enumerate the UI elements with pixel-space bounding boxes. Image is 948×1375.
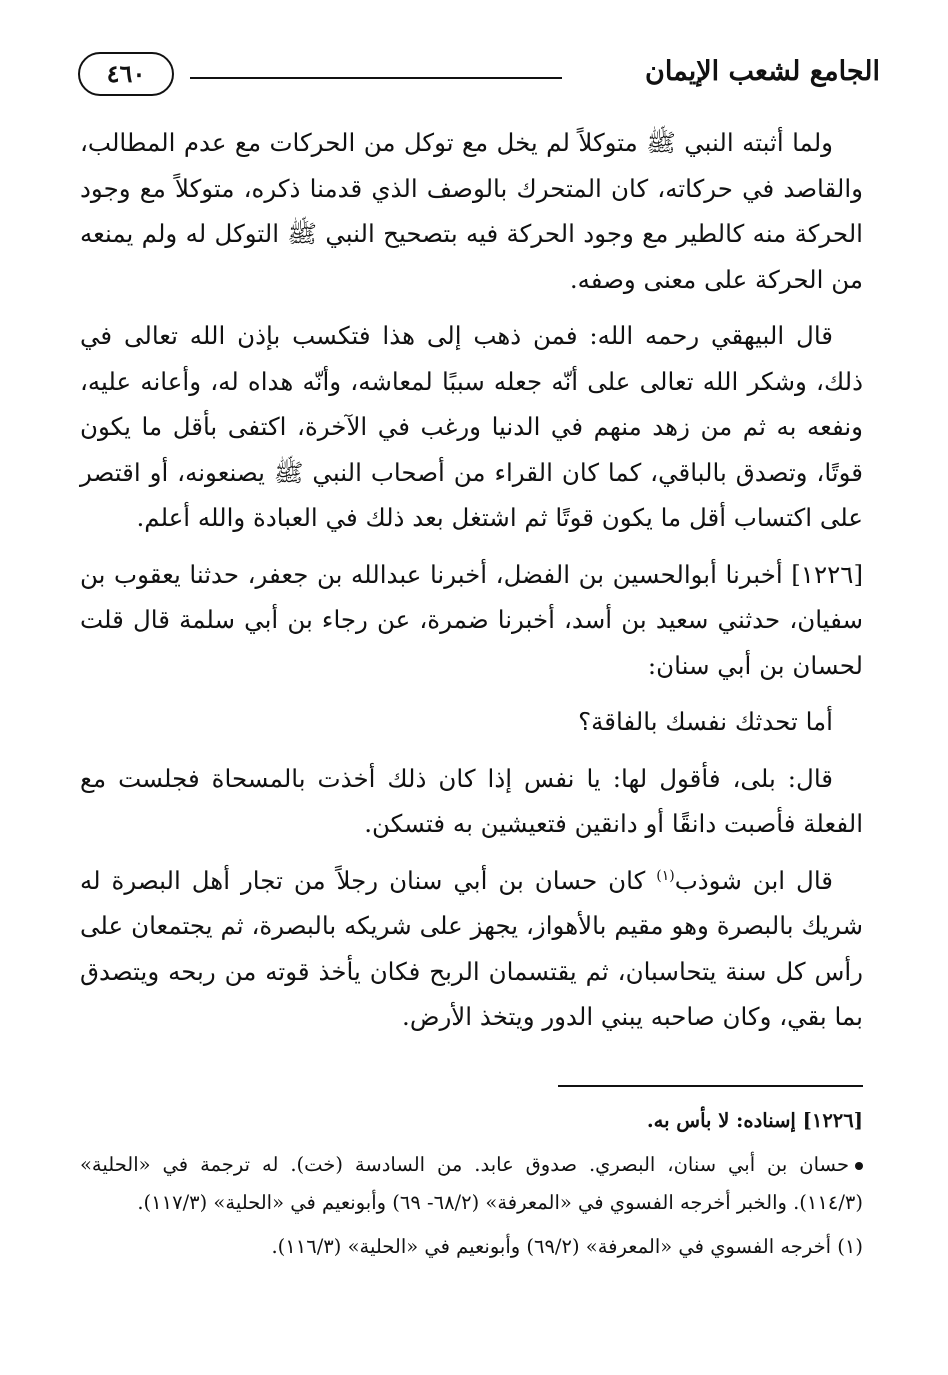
running-title: الجامع لشعب الإيمان bbox=[645, 56, 880, 87]
footnotes bbox=[80, 1102, 863, 1272]
footnote-reference: (١) bbox=[656, 867, 675, 884]
paragraph: قال البيهقي رحمه الله: فمن ذهب إلى هذا فتكسب بإذن الله تعالى في ذلك، وشكر الله تعالى على أنّه جعله سببًا لمعاشه، وأنّه هداه له، وأعانه عليه، ونفعه به ثم من زهد منهم في الدنيا ورغب في الآخرة، اكتفى بأقل ما يكون قوتًا، وتصدق بالباقي، كما كان القراء من أصحاب النبي ﷺ يصنعونه، أو اقتصر على اكتساب أقل ما يكون قوتًا ثم اشتغل بعد ذلك في العبادة والله أعلم. bbox=[80, 321, 863, 532]
main-text bbox=[80, 120, 863, 1051]
paragraph: قال: بلى، فأقول لها: يا نفس إذا كان ذلك أخذت بالمسحاة فجلست مع الفعلة فأصبت دانقًا أو دانقين فتعيشين به فتسكن. bbox=[80, 763, 863, 838]
paragraph: أما تحدثك نفسك بالفاقة؟ bbox=[578, 707, 833, 736]
hadith-paragraph: [١٢٢٦] أخبرنا أبوالحسين بن الفضل، أخبرنا عبدالله بن جعفر، حدثنا يعقوب بن سفيان، حدثني سعيد بن أسد، أخبرنا ضمرة، عن رجاء بن أبي سلمة قال قلت لحسان بن أبي سنان: bbox=[80, 559, 863, 680]
paragraph: ولما أثبته النبي ﷺ متوكلاً لم يخل مع توكل من الحركات مع عدم المطالب، والقاصد في حركاته، كان المتحرك بالوصف الذي قدمنا ذكره، متوكلاً مع وجود الحركة منه كالطير مع وجود الحركة فيه بتصحيح النبي ﷺ التوكل له ولم يمنعه من الحركة على معنى وصفه. bbox=[80, 128, 863, 294]
footnote-separator bbox=[558, 1085, 863, 1087]
bullet-icon bbox=[855, 1162, 863, 1170]
footnote: (١) أخرجه الفسوي في «المعرفة» (٦٩/٢) وأبونعيم في «الحلية» (١١٦/٣). bbox=[271, 1235, 863, 1258]
paragraph-text: كان حسان بن أبي سنان رجلاً من تجار أهل البصرة له شريك بالبصرة وهو مقيم بالأهواز، يجهز على شريكه بالبصرة، ثم يجتمعان على رأس كل سنة يتحاسبان، ثم يقتسمان الربح فكان يأخذ قوته من ربحه ويتصدق بما بقي، وكان صاحبه يبني الدور ويتخذ الأرض. bbox=[80, 865, 863, 1031]
footnote: [١٢٢٦] إسناده: لا بأس به. bbox=[646, 1109, 863, 1132]
footnote-text: حسان بن أبي سنان، البصري. صدوق عابد. من السادسة (خت). له ترجمة في «الحلية» (١١٤/٣). والخبر أخرجه الفسوي في «المعرفة» (٦٨/٢- ٦٩) وأبونعيم في «الحلية» (١١٧/٣). bbox=[80, 1153, 863, 1214]
footnote bbox=[80, 1146, 863, 1222]
paragraph-text: قال ابن شوذب bbox=[674, 865, 833, 895]
header-rule bbox=[190, 77, 562, 79]
page-header bbox=[78, 48, 880, 104]
paragraph bbox=[80, 858, 863, 1040]
page-number: ٤٦٠ bbox=[78, 52, 174, 96]
